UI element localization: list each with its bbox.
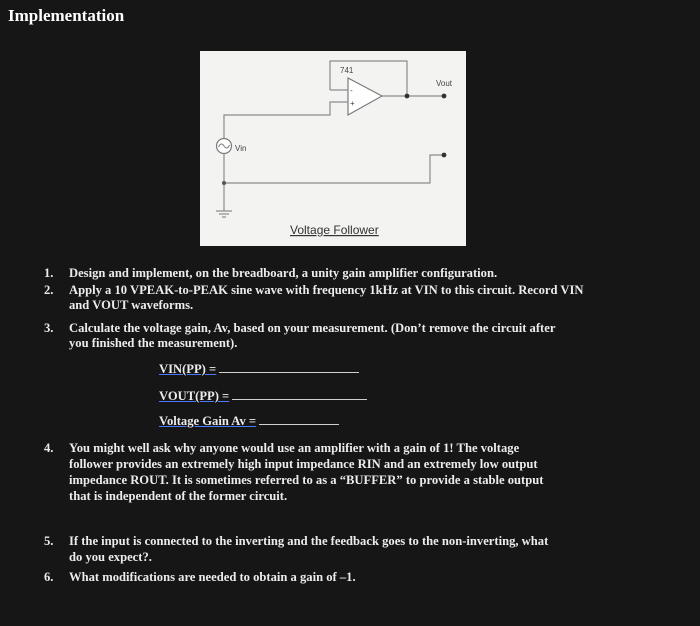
item-text-line-2: follower provides an extremely high input impedance RIN and an extremely low output	[69, 457, 538, 471]
item-text-line-1: Apply a 10 VPEAK-to-PEAK sine wave with frequency 1kHz at VIN to this circuit. Record VIN	[69, 283, 584, 297]
item-number: 6.	[44, 570, 54, 584]
circuit-figure	[200, 51, 466, 246]
output-terminal	[442, 94, 447, 99]
output-label: Vout	[436, 79, 453, 88]
item-text-line-2: and VOUT waveforms.	[69, 298, 194, 312]
section-heading: Implementation	[8, 6, 125, 25]
item-text-line-1: You might well ask why anyone would use an amplifier with a gain of 1! The voltage	[69, 441, 520, 455]
item-number: 5.	[44, 534, 54, 548]
output-node	[405, 94, 410, 99]
voltage-follower-schematic	[200, 51, 466, 246]
minus-sign: -	[350, 86, 353, 95]
vin-label: VIN(PP) =	[159, 362, 217, 376]
item-text-line-2: you finished the measurement).	[69, 336, 238, 350]
item-text-line-3: impedance ROUT. It is sometimes referred to as a “BUFFER” to provide a stable output	[69, 473, 544, 487]
plus-sign: +	[350, 99, 355, 108]
item-number: 1.	[44, 266, 54, 280]
opamp-label: 741	[340, 66, 354, 75]
item-text-line-2: do you expect?.	[69, 550, 152, 564]
ground-terminal	[442, 153, 447, 158]
item-number: 3.	[44, 321, 54, 335]
gain-blank[interactable]	[259, 414, 339, 425]
item-number: 4.	[44, 441, 54, 455]
vout-field	[159, 389, 367, 404]
item-text-line-1: Calculate the voltage gain, Av, based on your measurement. (Don’t remove the circuit after	[69, 321, 556, 335]
vin-field	[159, 362, 359, 377]
figure-caption: Voltage Follower	[290, 223, 379, 237]
noninverting-input-wire	[224, 102, 348, 139]
source-label: Vin	[235, 144, 247, 153]
vout-label: VOUT(PP) =	[159, 389, 230, 403]
item-text-line-1: If the input is connected to the inverting and the feedback goes to the non-inverting, what	[69, 534, 549, 548]
ground-node	[222, 181, 226, 185]
item-number: 2.	[44, 283, 54, 297]
item-text-line-4: that is independent of the former circuit.	[69, 489, 288, 503]
vin-blank[interactable]	[219, 362, 359, 373]
item-text: What modifications are needed to obtain a gain of –1.	[69, 570, 356, 584]
gain-label: Voltage Gain Av =	[159, 414, 257, 428]
item-text: Design and implement, on the breadboard, a unity gain amplifier configuration.	[69, 266, 498, 280]
gain-field	[159, 414, 339, 429]
opamp-symbol	[348, 78, 382, 115]
return-wire	[224, 155, 444, 183]
vout-blank[interactable]	[232, 389, 367, 400]
